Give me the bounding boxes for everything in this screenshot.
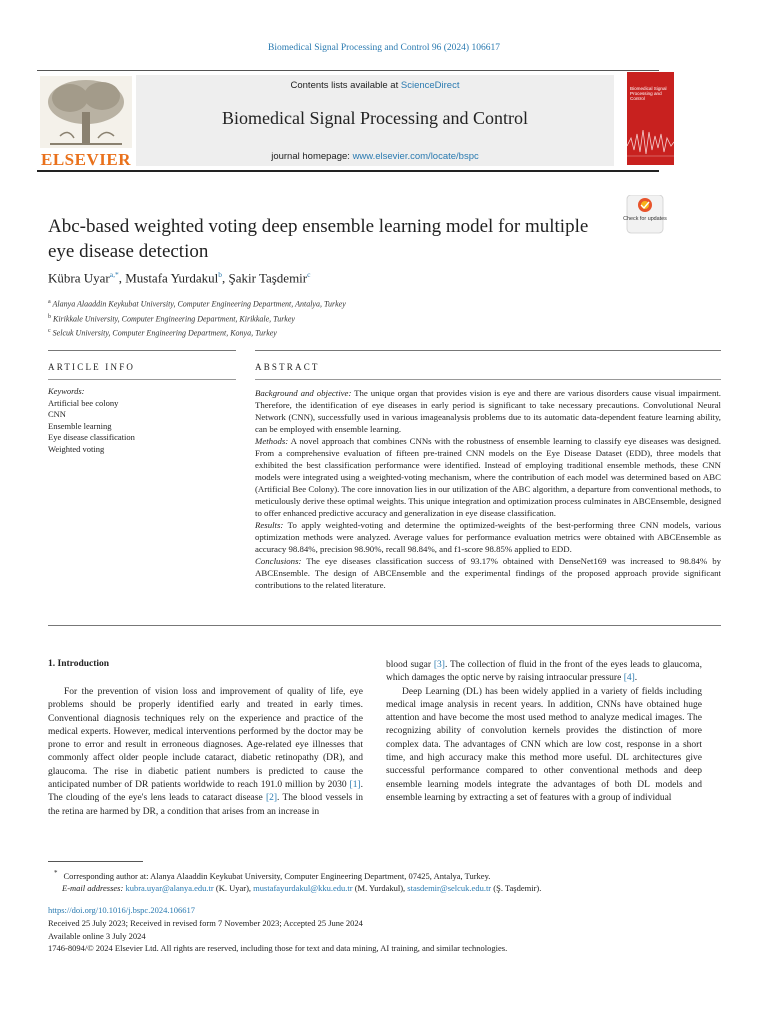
contents-line: Contents lists available at ScienceDirect — [290, 80, 460, 91]
body-column-left — [48, 686, 363, 819]
keyword-item: Artificial bee colony — [48, 397, 119, 408]
journal-reference[interactable]: Biomedical Signal Processing and Control 96 (2024) 106617 — [268, 43, 500, 53]
citation-link[interactable]: [1] — [349, 780, 361, 791]
keywords-list — [48, 386, 135, 456]
journal-cover-thumbnail[interactable] — [627, 72, 674, 165]
affiliation-item: $^c$ Selcuk University, Computer Engineering Department, Konya, Turkey — [48, 328, 277, 338]
abstract-results: Results: To apply weighted-voting and determine the optimized-weights of the best-performing three CNN models, various optimization methods were analyzed. Average values for performance evaluation metrics were obtained with ABCEnsemble as accuracy 98.84%, precision 98.90%, recall 98.84%, and f1-score 98.85% applied to EDD. — [255, 520, 721, 554]
abstract-methods: Methods: A novel approach that combines CNNs with the robustness of ensemble learning to classify eye diseases was designed. From a comprehensive evaluation of fifteen pre-trained CNN models on the Eye Disease Dataset (EDD), three models that exhibited the best classification performance were identified. Instead of employing traditional ensemble methods, these CNN models were integrated using a weighted-voting mechanism, where the contribution of each model was determined based on ABC (Artificial Bee Colony). The core innovation lies in our utilization of the ABC algorithm, a departure from conventional methods, to meticulously derive these optimal weights. This unique integration and optimization process culminates in ABCEnsemble, designed to offer enhanced predictive accuracy and generalization in eye disease classification. — [255, 436, 721, 518]
keyword-item: Eye disease classification — [48, 432, 135, 443]
author-marks[interactable]: b — [218, 270, 222, 279]
abstract-conclusions: Conclusions: The eye diseases classification success of 93.17% obtained with DenseNet169 was increased to 98.84% by ABCEnsemble. The design of ABCEnsemble and the experimental findings of the proposed approach provide significant contributions to the related literature. — [255, 556, 721, 590]
masthead-bottom-rule — [37, 170, 659, 172]
body-paragraph: For the prevention of vision loss and improvement of quality of life, eye problems should be properly identified early and treated in early times. Conventional diagnosis techniques rely on the experience and practice of the medical experts. However, medical interventions performed by the doctor may be prone to error and result in erroneous diagnoses. Age-related eye illnesses that commonly affect older people include cataract, diabetic retinopathy (DR), and glaucoma. The rise in diabetic patient numbers is predicted to cause the anticipated number of DR patients worldwide to reach 191.0 million by 2030 [1]. The clouding of the eye's lens leads to cataract disease [2]. The blood vessels in the retina are harmed by DR, a condition that arises from an increase in — [48, 687, 364, 817]
check-for-updates-label[interactable]: Check for updates — [623, 216, 667, 222]
publisher-wordmark: ELSEVIER — [41, 150, 131, 169]
sciencedirect-link[interactable]: ScienceDirect — [400, 80, 460, 91]
footnote-rule — [48, 861, 143, 862]
author-marks[interactable]: c — [307, 270, 311, 279]
check-for-updates-icon[interactable] — [622, 195, 668, 235]
journal-title: Biomedical Signal Processing and Control — [222, 108, 528, 128]
citation-link[interactable]: [4] — [623, 673, 635, 684]
author-name[interactable]: Mustafa Yurdakul — [125, 270, 219, 286]
corresponding-author-note: * Corresponding author at: Alanya Alaaddin Keykubat University, Computer Engineering Department, 07425, Antalya, Turkey. — [54, 869, 491, 881]
email-link[interactable]: stasdemir@selcuk.edu.tr — [407, 883, 492, 894]
author-name[interactable]: Kübra Uyar — [48, 270, 110, 286]
abstract-heading: ABSTRACT — [255, 362, 320, 372]
journal-homepage-link[interactable]: www.elsevier.com/locate/bspc — [352, 151, 479, 162]
abstract-background: Background and objective: The unique organ that provides vision is eye and there are various disorders cause visual impairment. Therefore, the identification of eye diseases in early period is significant to take necessary precautions. Convolutional Neural Network (CNN), successfully used in various imageanalysis problems due to its automatic data-dependent feature learning ability, can be employed with ensemble learning. — [255, 388, 721, 434]
author-list: Kübra Uyar$^{a,*}$, Mustafa Yurdakul$^b$, Şakir Taşdemir$^c$ — [48, 270, 311, 286]
divider — [255, 379, 721, 380]
online-date: Available online 3 July 2024 — [48, 930, 146, 941]
email-addresses: E-mail addresses: kubra.uyar@alanya.edu.tr (K. Uyar), mustafayurdakul@kku.edu.tr (M. Yurdakul), stasdemir@selcuk.edu.tr (Ş. Taşdemir). — [62, 883, 542, 894]
keyword-item: Ensemble learning — [48, 420, 112, 431]
affiliation-item: $^b$ Kirikkale University, Computer Engineering Department, Kirikkale, Turkey — [48, 313, 295, 324]
abstract-body — [255, 387, 721, 591]
email-link[interactable]: mustafayurdakul@kku.edu.tr — [253, 883, 353, 894]
masthead-top-rule — [37, 70, 659, 71]
citation-link[interactable]: [3] — [433, 660, 445, 670]
keyword-item: CNN — [48, 409, 66, 420]
body-paragraph: Deep Learning (DL) has been widely applied in a variety of fields including medical image analysis in recent years. In addition, CNNs have obtained huge attention and have become the most used method to analyze medical images. The recognizing ability of convolution kernels provides the distinction of more complex data. The advantages of CNN which are low cost, response in a short time, and high accuracy make this method more useful. DL architectures give successful performance compared to other conventional methods and deep ensemble learning models integrate the advantages of both DL models and ensemble learning by extracting a set of features with a group of individual — [386, 686, 702, 803]
article-info-heading: ARTICLE INFO — [48, 362, 136, 372]
author-marks[interactable]: a,* — [109, 270, 119, 279]
divider — [48, 379, 236, 380]
homepage-line: journal homepage: www.elsevier.com/locate/bspc — [271, 151, 479, 162]
footnotes — [48, 867, 541, 895]
keywords-label: Keywords: — [48, 386, 85, 396]
keyword-item: Weighted voting — [48, 443, 105, 454]
citation-link[interactable]: [2] — [265, 793, 278, 804]
affiliations — [48, 296, 346, 340]
copyright-line: 1746-8094/© 2024 Elsevier Ltd. All rights are reserved, including those for text and data mining, AI training, and similar technologies. — [48, 943, 508, 954]
email-link[interactable]: kubra.uyar@alanya.edu.tr — [125, 883, 214, 894]
article-title: Abc-based weighted voting deep ensemble learning model for multiple eye disease detection — [48, 216, 589, 262]
author-name[interactable]: Şakir Taşdemir — [228, 270, 308, 286]
body-column-right — [386, 659, 702, 805]
divider — [255, 350, 721, 351]
publication-info — [48, 904, 507, 955]
divider — [48, 625, 721, 626]
affiliation-item: $^a$ Alanya Alaaddin Keykubat University, Computer Engineering Department, Antalya, Turkey — [48, 299, 346, 309]
cover-waveform-icon — [627, 116, 674, 165]
article-history: Received 25 July 2023; Received in revised form 7 November 2023; Accepted 25 June 2024 — [48, 917, 363, 928]
cover-title: Biomedical Signal Processing and Control — [630, 86, 667, 102]
divider — [48, 350, 236, 351]
doi-link[interactable]: https://doi.org/10.1016/j.bspc.2024.106617 — [48, 905, 195, 915]
body-paragraph: blood sugar [3]. The collection of fluid in the front of the eyes leads to glaucoma, which damages the optic nerve by raising intraocular pressure [4]. — [386, 660, 702, 684]
section-heading-introduction: 1. Introduction — [48, 659, 110, 669]
